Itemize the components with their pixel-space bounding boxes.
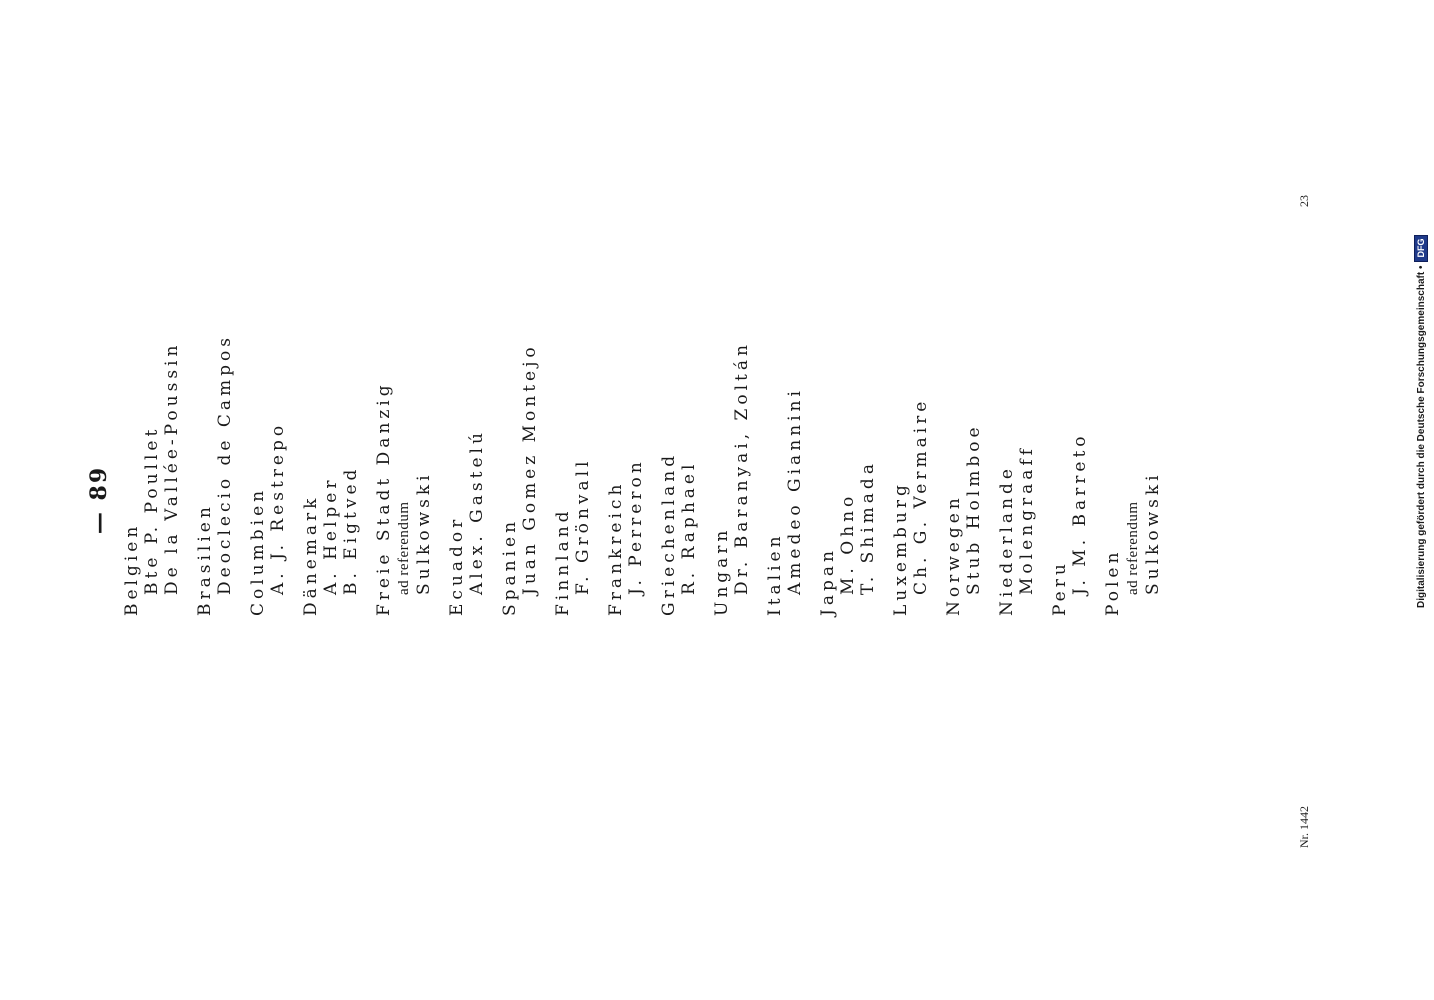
sheet-number: 23: [1297, 195, 1311, 207]
country-entry: [891, 96, 931, 616]
country-entry: [447, 96, 487, 616]
digitization-credit-text: Digitalisierung gefördert durch die Deutsche Forschungsgemeinschaft •: [1415, 265, 1427, 608]
page-number: 89: [86, 465, 112, 501]
country-name: Polen: [1103, 548, 1123, 616]
country-name: Ungarn: [712, 526, 732, 616]
country-name: Belgien: [122, 522, 142, 616]
delegate-name: Dr. Baranyai, Zoltán: [732, 341, 752, 595]
country-entry: [712, 96, 752, 616]
document-number: Nr. 1442: [1297, 806, 1311, 848]
delegate-name: Juan Gomez Montejo: [520, 343, 540, 595]
country-name: Niederlande: [997, 465, 1017, 616]
country-entry: [944, 96, 984, 616]
country-name: Japan: [818, 547, 838, 616]
country-name: Griechenland: [659, 451, 679, 616]
country-name: Norwegen: [944, 494, 964, 616]
country-entry: [553, 96, 593, 616]
country-entry: [1050, 96, 1090, 616]
delegate-name: Stub Holmboe: [964, 423, 984, 595]
delegate-name: M. Ohno: [838, 492, 858, 595]
country-entry: [1103, 96, 1163, 616]
digitization-credit: [1414, 8, 1428, 608]
country-entry: [659, 96, 699, 616]
delegate-name: Sulkowski: [414, 471, 434, 595]
country-entry: [997, 96, 1037, 616]
country-name: Brasilien: [195, 503, 215, 616]
delegate-name: De la Vallée-Poussin: [162, 341, 182, 595]
country-name: Frankreich: [606, 480, 626, 616]
delegate-name: J. M. Barreto: [1070, 432, 1090, 595]
country-name: Italien: [765, 532, 785, 616]
delegate-name: Amedeo Giannini: [785, 387, 805, 595]
delegate-name: T. Shimada: [858, 460, 878, 595]
country-name: Luxemburg: [891, 481, 911, 616]
country-name: Peru: [1050, 560, 1070, 616]
ad-referendum-note: ad referendum: [396, 501, 412, 595]
country-entry: [195, 96, 235, 616]
delegate-name: R. Raphael: [679, 460, 699, 595]
country-name: Finnland: [553, 507, 573, 616]
delegation-list: [122, 96, 1176, 616]
page-header: [86, 0, 112, 1000]
delegate-name: F. Grönvall: [573, 457, 593, 595]
delegate-name: A. J. Restrepo: [268, 421, 288, 595]
country-entry: [500, 96, 540, 616]
country-name: Columbien: [248, 486, 268, 616]
delegate-name: Sulkowski: [1143, 471, 1163, 595]
ad-referendum-note: ad referendum: [1125, 501, 1141, 595]
delegate-name: J. Perreron: [626, 458, 646, 595]
delegate-name: Bte P. Poullet: [142, 425, 162, 595]
country-entry: [606, 96, 646, 616]
country-entry: [818, 96, 878, 616]
country-entry: [301, 96, 361, 616]
country-name: Dänemark: [301, 494, 321, 616]
country-entry: [374, 96, 434, 616]
country-entry: [248, 96, 288, 616]
country-name: Spanien: [500, 517, 520, 616]
delegate-name: A. Helper: [321, 476, 341, 595]
delegate-name: Deoclecio de Campos: [215, 334, 235, 595]
country-entry: [765, 96, 805, 616]
delegate-name: B. Eigtved: [341, 465, 361, 595]
country-name: Ecuador: [447, 515, 467, 616]
delegate-name: Alex. Gastelú: [467, 429, 487, 595]
delegate-name: Molengraaff: [1017, 445, 1037, 595]
country-entry: [122, 96, 182, 616]
country-name: Freie Stadt Danzig: [374, 381, 394, 616]
header-dash: —: [86, 510, 112, 535]
delegate-name: Ch. G. Vermaire: [911, 397, 931, 595]
dfg-logo: DFG: [1414, 235, 1428, 262]
